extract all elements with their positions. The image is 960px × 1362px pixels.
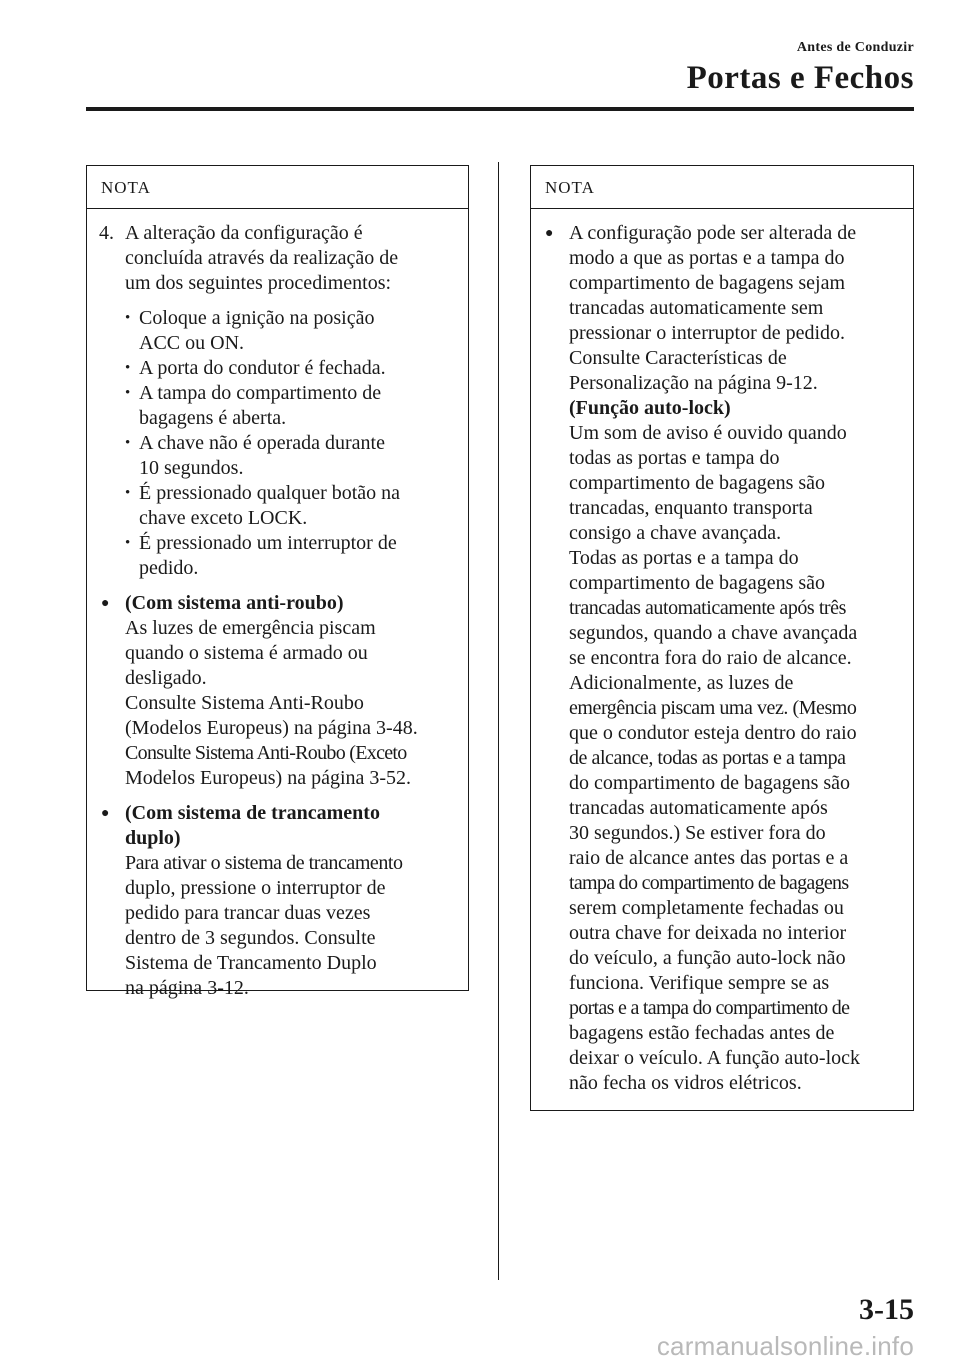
- text-line: bagagens é aberta.: [139, 407, 287, 429]
- bullet-item-double-lock: [99, 801, 460, 1001]
- bullet-item-anti-theft: [99, 591, 460, 791]
- text-line: se encontra fora do raio de alcance.: [569, 647, 852, 669]
- text-line: duplo, pressione o interruptor de: [125, 877, 386, 899]
- page-number: 3-15: [859, 1293, 914, 1326]
- text-line: Personalização na página 9-12.: [569, 372, 818, 394]
- page-title: Portas e Fechos: [686, 60, 914, 96]
- text-line: bagagens estão fechadas antes de: [569, 1022, 835, 1044]
- text-line: As luzes de emergência piscam: [125, 617, 376, 639]
- text-line: funciona. Verifique sempre se as: [569, 972, 830, 994]
- text-line: trancadas automaticamente após três: [569, 597, 846, 619]
- text-line: Todas as portas e a tampa do: [569, 547, 799, 569]
- text-line: pedido.: [139, 557, 199, 579]
- item-text: [125, 221, 460, 296]
- text-line: todas as portas e tampa do: [569, 447, 780, 469]
- bullet-heading: duplo): [125, 827, 181, 849]
- text-line: modo a que as portas e a tampa do: [569, 247, 845, 269]
- text-line: concluída através da realização de: [125, 247, 399, 269]
- text-line: do veículo, a função auto-lock não: [569, 947, 846, 969]
- header-rule: [86, 107, 914, 111]
- text-line: Sistema de Trancamento Duplo: [125, 952, 377, 974]
- list-item: [99, 306, 460, 356]
- text-line: Modelos Europeus) na página 3-52.: [125, 767, 412, 789]
- text-line: chave exceto LOCK.: [139, 507, 308, 529]
- list-item: [99, 531, 460, 581]
- text-line: trancadas automaticamente sem: [569, 297, 824, 319]
- procedure-list: [99, 306, 460, 581]
- text-line: A chave não é operada durante: [139, 432, 385, 454]
- text-line: A tampa do compartimento de: [139, 382, 382, 404]
- note-box-left: [86, 165, 469, 999]
- text-line: um dos seguintes procedimentos:: [125, 272, 392, 294]
- bullet-icon: •: [125, 485, 131, 501]
- text-line: Adicionalmente, as luzes de: [569, 672, 794, 694]
- text-line: tampa do compartimento de bagagens: [569, 872, 849, 894]
- text-line: desligado.: [125, 667, 207, 689]
- text-line: É pressionado um interruptor de: [139, 532, 397, 554]
- bullet-heading: (Com sistema anti-roubo): [125, 592, 344, 614]
- text-line: compartimento de bagagens sejam: [569, 272, 846, 294]
- text-line: consigo a chave avançada.: [569, 522, 782, 544]
- text-line: Consulte Sistema Anti-Roubo: [125, 692, 364, 714]
- bullet-heading: (Função auto-lock): [569, 397, 731, 419]
- text-line: emergência piscam uma vez. (Mesmo: [569, 697, 857, 719]
- text-line: de alcance, todas as portas e a tampa: [569, 747, 846, 769]
- bullet-icon: •: [125, 310, 131, 326]
- text-line: Consulte Sistema Anti-Roubo (Exceto: [125, 742, 407, 764]
- bullet-icon: •: [125, 535, 131, 551]
- bullet-icon: ●: [101, 806, 110, 821]
- bullet-icon: •: [125, 385, 131, 401]
- text-line: Coloque a ignição na posição: [139, 307, 375, 329]
- text-line: (Modelos Europeus) na página 3-48.: [125, 717, 418, 739]
- bullet-heading: (Com sistema de trancamento: [125, 802, 380, 824]
- column-divider: [498, 162, 499, 1280]
- text-line: na página 3-12.: [125, 977, 249, 999]
- bullet-icon: ●: [101, 596, 110, 611]
- text-line: deixar o veículo. A função auto-lock: [569, 1047, 861, 1069]
- text-line: dentro de 3 segundos. Consulte: [125, 927, 376, 949]
- text-line: A porta do condutor é fechada.: [139, 357, 386, 379]
- text-line: É pressionado qualquer botão na: [139, 482, 401, 504]
- text-line: portas e a tampa do compartimento de: [569, 997, 850, 1019]
- text-line: trancadas automaticamente após: [569, 797, 828, 819]
- note-box-right: [530, 165, 914, 1111]
- bullet-item-auto-lock: [543, 221, 905, 1096]
- text-line: Um som de aviso é ouvido quando: [569, 422, 847, 444]
- text-line: segundos, quando a chave avançada: [569, 622, 858, 644]
- bullet-icon: •: [125, 360, 131, 376]
- text-line: Consulte Características de: [569, 347, 787, 369]
- text-line: A alteração da configuração é: [125, 222, 363, 244]
- note-body: [531, 209, 913, 1096]
- list-item: [99, 481, 460, 531]
- note-label: NOTA: [87, 166, 468, 209]
- text-line: A configuração pode ser alterada de: [569, 222, 857, 244]
- text-line: outra chave for deixada no interior: [569, 922, 847, 944]
- text-line: trancadas, enquanto transporta: [569, 497, 813, 519]
- text-line: raio de alcance antes das portas e a: [569, 847, 849, 869]
- list-item: [99, 381, 460, 431]
- text-line: 10 segundos.: [139, 457, 244, 479]
- text-line: não fecha os vidros elétricos.: [569, 1072, 802, 1094]
- text-line: compartimento de bagagens são: [569, 572, 826, 594]
- text-line: compartimento de bagagens são: [569, 472, 826, 494]
- text-line: 30 segundos.) Se estiver fora do: [569, 822, 826, 844]
- note-body: [87, 209, 468, 1001]
- item-number: 4.: [99, 222, 114, 244]
- text-line: que o condutor esteja dentro do raio: [569, 722, 857, 744]
- text-line: Para ativar o sistema de trancamento: [125, 852, 403, 874]
- watermark: carmanualsonline.info: [656, 1331, 914, 1361]
- bullet-icon: •: [125, 435, 131, 451]
- list-item: [99, 356, 460, 381]
- text-line: ACC ou ON.: [139, 332, 245, 354]
- text-line: pedido para trancar duas vezes: [125, 902, 371, 924]
- text-line: quando o sistema é armado ou: [125, 642, 368, 664]
- text-line: pressionar o interruptor de pedido.: [569, 322, 846, 344]
- numbered-item: [99, 221, 460, 296]
- note-label: NOTA: [531, 166, 913, 209]
- section-name: Antes de Conduzir: [796, 40, 914, 55]
- list-item: [99, 431, 460, 481]
- text-line: serem completamente fechadas ou: [569, 897, 844, 919]
- text-line: do compartimento de bagagens são: [569, 772, 851, 794]
- bullet-icon: ●: [545, 226, 554, 241]
